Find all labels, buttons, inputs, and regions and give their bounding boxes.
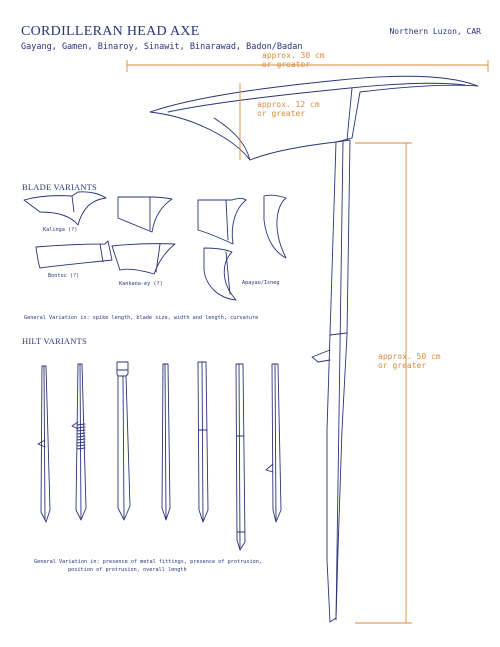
blade-label-kankanaey: Kankana-ey (?) xyxy=(119,281,163,287)
spike-length-label: approx. 30 cm or greater xyxy=(262,51,325,69)
hilt-variants-note-line-2: position of protrusion, overall length xyxy=(68,567,187,573)
blade-variant-kalinga xyxy=(24,192,106,225)
hilt-variant-7 xyxy=(266,364,281,522)
main-axe-handle xyxy=(312,140,350,622)
hilt-variant-1 xyxy=(38,366,50,522)
hilt-variant-5 xyxy=(198,362,208,522)
hilt-variants-heading: HILT VARIANTS xyxy=(22,336,87,346)
blade-variant-bontoc xyxy=(36,241,112,268)
blade-height-label: approx. 12 cm or greater xyxy=(257,100,320,118)
blade-variants-heading: BLADE VARIANTS xyxy=(22,182,97,192)
page-title: CORDILLERAN HEAD AXE xyxy=(21,24,200,39)
blade-variant-kankanaey xyxy=(112,197,175,274)
hilt-variant-4 xyxy=(162,364,170,520)
hilt-variant-6 xyxy=(236,364,245,550)
hilt-variants-note-line-1: General Variation in: presence of metal fittings, presence of protrusion, xyxy=(34,559,262,565)
handle-length-dimension xyxy=(355,143,412,623)
blade-label-bontoc: Bontoc (?) xyxy=(48,273,80,279)
blade-variants-note: General Variation in: spike length, blade size, width and length, curvature xyxy=(24,315,259,321)
blade-label-apayao: Apayao/Isneg xyxy=(242,280,280,286)
alternate-names: Gayang, Gamen, Binaroy, Sinawit, Binarawad, Badon/Badan xyxy=(21,42,303,52)
hilt-variant-3 xyxy=(117,362,130,520)
handle-length-label: approx. 50 cm or greater xyxy=(378,352,441,370)
blade-label-kalinga: Kalinga (?) xyxy=(43,227,78,233)
region-label: Northern Luzon, CAR xyxy=(389,27,481,36)
hilt-variant-2 xyxy=(72,364,86,520)
